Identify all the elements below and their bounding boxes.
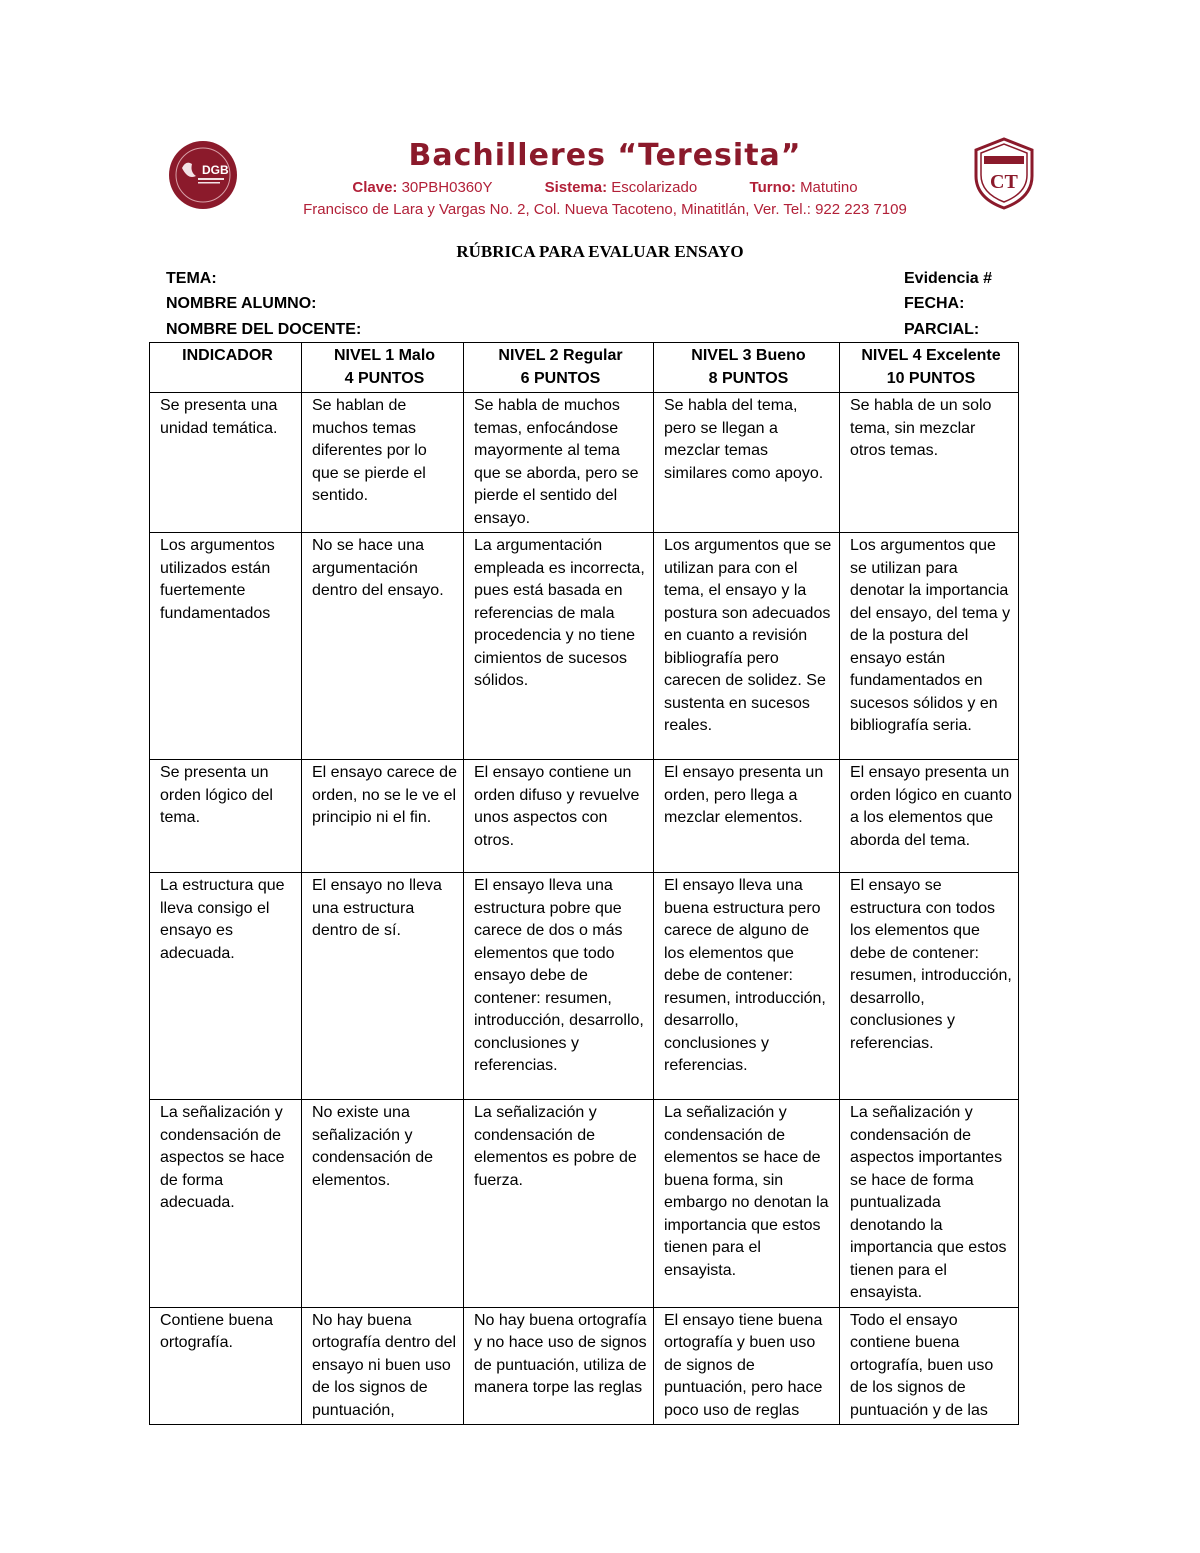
level-2-cell: La argumentación empleada es incorrecta, pues está basada en referencias de mala procedencia y no tiene cimientos de sucesos sólidos. [464,533,654,760]
sistema-value: Escolarizado [611,179,698,196]
table-row [150,760,1019,873]
dgb-logo [168,140,238,210]
docente-label: NOMBRE DEL DOCENTE: [166,321,362,338]
level-2-cell: El ensayo lleva una estructura pobre que carece de dos o más elementos que todo ensayo debe de contener: resumen, introducción, desarrollo, conclusiones y referencias. [464,873,654,1100]
level-4-cell: El ensayo se estructura con todos los elementos que debe de contener: resumen, introducción, desarrollo, conclusiones y referencias. [840,873,1019,1100]
level-4-cell: El ensayo presenta un orden lógico en cuanto a los elementos que aborda del tema. [840,760,1019,873]
meta-row-3 [166,321,994,339]
indicator-cell: Se presenta una unidad temática. [150,393,302,533]
meta-row-2 [166,295,994,313]
sistema-label: Sistema: [544,179,608,196]
header-nivel-2: NIVEL 2 Regular 6 PUNTOS [464,343,654,393]
meta-row-1 [166,270,994,288]
level-3-cell: El ensayo tiene buena ortografía y buen uso de signos de puntuación, pero hace poco uso de reglas [654,1307,840,1425]
tema-label: TEMA: [166,270,217,287]
level-3-cell: El ensayo presenta un orden, pero llega a mezclar elementos. [654,760,840,873]
level-4-cell: Los argumentos que se utilizan para denotar la importancia del ensayo, del tema y de la postura del ensayo están fundamentados en sucesos sólidos y en bibliografía seria. [840,533,1019,760]
fecha-label: FECHA: [904,295,965,312]
evidencia-label: Evidencia # [904,270,993,287]
svg-text:CT: CT [990,171,1018,193]
level-4-cell: Todo el ensayo contiene buena ortografía, buen uso de los signos de puntuación y de las [840,1307,1019,1425]
level-1-cell: No hay buena ortografía dentro del ensayo ni buen uso de los signos de puntuación, [302,1307,464,1425]
level-2-cell: No hay buena ortografía y no hace uso de signos de puntuación, utiliza de manera torpe las reglas [464,1307,654,1425]
level-4-cell: La señalización y condensación de aspectos importantes se hace de forma puntualizada denotando la importancia que estos tienen para el ensayista. [840,1100,1019,1308]
table-row [150,873,1019,1100]
level-3-cell: El ensayo lleva una buena estructura pero carece de alguno de los elementos que debe de contener: resumen, introducción, desarrollo, conclusiones y referencias. [654,873,840,1100]
table-row [150,1307,1019,1425]
level-4-cell: Se habla de un solo tema, sin mezclar otros temas. [840,393,1019,533]
header-nivel-1: NIVEL 1 Malo 4 PUNTOS [302,343,464,393]
level-1-cell: No existe una señalización y condensación de elementos. [302,1100,464,1308]
level-1-cell: Se hablan de muchos temas diferentes por lo que se pierde el sentido. [302,393,464,533]
school-info-line [240,178,970,198]
indicator-cell: Se presenta un orden lógico del tema. [150,760,302,873]
table-row [150,393,1019,533]
header-nivel-3: NIVEL 3 Bueno 8 PUNTOS [654,343,840,393]
table-header-row [150,343,1019,393]
level-2-cell: Se habla de muchos temas, enfocándose mayormente al tema que se aborda, pero se pierde el sentido del ensayo. [464,393,654,533]
level-1-cell: No se hace una argumentación dentro del ensayo. [302,533,464,760]
level-2-cell: La señalización y condensación de elementos es pobre de fuerza. [464,1100,654,1308]
table-row [150,1100,1019,1308]
clave-value: 30PBH0360Y [401,179,493,196]
document-title: RÚBRICA PARA EVALUAR ENSAYO [456,242,744,261]
indicator-cell: La estructura que lleva consigo el ensayo es adecuada. [150,873,302,1100]
parcial-label: PARCIAL: [904,321,980,338]
turno-label: Turno: [749,179,796,196]
school-header [240,136,970,220]
indicator-cell: Contiene buena ortografía. [150,1307,302,1425]
school-shield-logo [972,136,1036,210]
indicator-cell: La señalización y condensación de aspectos se hace de forma adecuada. [150,1100,302,1308]
table-row [150,533,1019,760]
clave-label: Clave: [352,179,398,196]
school-name: Bachilleres “Teresita” [408,138,802,173]
svg-text:DGB: DGB [202,163,229,177]
level-3-cell: La señalización y condensación de elementos se hace de buena forma, sin embargo no denotan la importancia que estos tienen para el ensayista. [654,1100,840,1308]
school-address: Francisco de Lara y Vargas No. 2, Col. Nueva Tacoteno, Minatitlán, Ver. Tel.: 922 223 7109 [303,201,907,218]
level-1-cell: El ensayo carece de orden, no se le ve el principio ni el fin. [302,760,464,873]
rubric-table [149,342,1019,1425]
header-indicador: INDICADOR [150,343,302,393]
level-2-cell: El ensayo contiene un orden difuso y revuelve unos aspectos con otros. [464,760,654,873]
turno-value: Matutino [800,179,858,196]
header-nivel-4: NIVEL 4 Excelente 10 PUNTOS [840,343,1019,393]
level-1-cell: El ensayo no lleva una estructura dentro de sí. [302,873,464,1100]
alumno-label: NOMBRE ALUMNO: [166,295,317,312]
level-3-cell: Se habla del tema, pero se llegan a mezclar temas similares como apoyo. [654,393,840,533]
level-3-cell: Los argumentos que se utilizan para con el tema, el ensayo y la postura son adecuados en cuanto a revisión bibliografía pero carecen de solidez. Se sustenta en sucesos reales. [654,533,840,760]
indicator-cell: Los argumentos utilizados están fuertemente fundamentados [150,533,302,760]
